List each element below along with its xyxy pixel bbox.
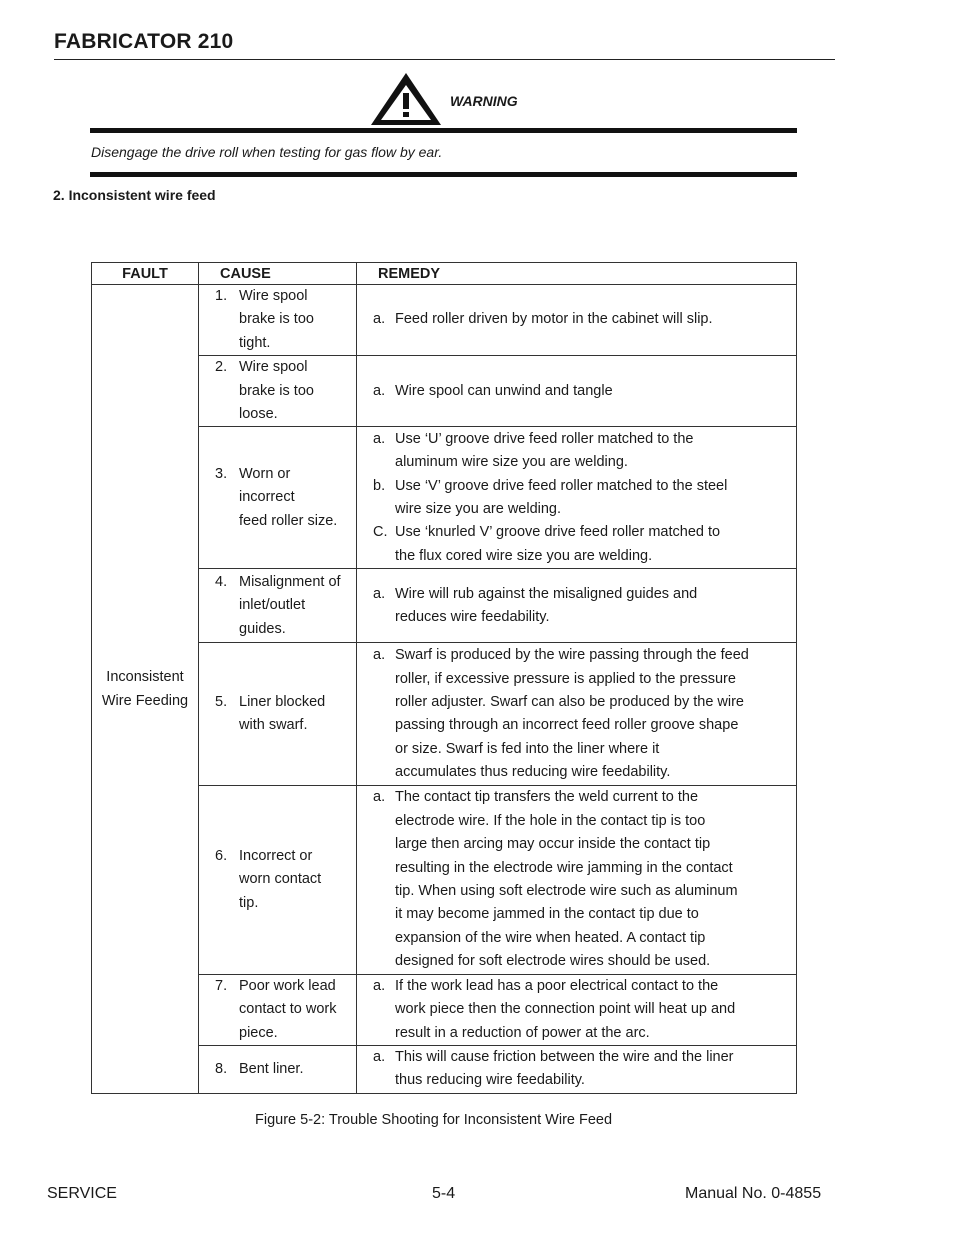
remedy-letter: a. [373,1048,386,1065]
remedy-text: Swarf is produced by the wire passing through the feed roller, if excessive pressure is applied to the pressure roller adjuster. Swarf can also be produced by the wire passing through an incorrect feed roller groove shape or size. Swarf is fed into the liner where it accumulates thus reducing wire feedability. [395,647,749,781]
remedy-cell [357,427,797,569]
cause-cell [199,356,357,427]
remedy-letter: a. [373,647,386,664]
warning-label: WARNING [450,93,518,109]
remedy-letter: a. [373,789,386,806]
remedy-cell [357,1045,797,1093]
troubleshooting-table [91,262,797,1094]
cause-text: Poor work lead contact to work piece. [239,977,337,1041]
remedy-text: Feed roller driven by motor in the cabinet will slip. [395,311,713,328]
footer-page-number: 5-4 [432,1185,456,1202]
table-row [92,285,797,356]
remedy-item [357,475,796,522]
fault-cell [92,285,199,1094]
remedy-letter: b. [373,477,386,494]
remedy-text: Use ‘knurled V’ groove drive feed roller matched to the flux cored wire size you are welding. [395,524,721,564]
remedy-item [357,380,796,403]
remedy-cell [357,974,797,1045]
footer-section: SERVICE [47,1185,117,1202]
remedy-item [357,308,796,331]
remedy-cell [357,356,797,427]
cause-number: 4. [215,573,228,590]
remedy-cell [357,786,797,974]
cause-number: 7. [215,977,228,994]
cause-text: Wire spool brake is too loose. [239,359,314,423]
remedy-text: Use ‘V’ groove drive feed roller matched to the steel wire size you are welding. [395,477,728,517]
cause-number: 3. [215,465,228,482]
cause-text: Liner blocked with swarf. [239,694,326,734]
remedy-letter: C. [373,524,388,541]
warning-text: Disengage the drive roll when testing for gas flow by ear. [91,144,443,160]
cause-cell [199,974,357,1045]
cause-number: 8. [215,1060,228,1077]
remedy-text: Use ‘U’ groove drive feed roller matched to the aluminum wire size you are welding. [395,430,694,471]
table-header-row [92,263,797,285]
cause-text: Wire spool brake is too tight. [239,288,314,351]
cause-cell [199,643,357,786]
cause-cell [199,569,357,643]
remedy-letter: a. [373,585,386,602]
cause-text: Bent liner. [239,1060,304,1077]
cause-text: Worn or incorrect feed roller size. [239,465,338,529]
warning-triangle-icon [369,71,443,127]
remedy-item [357,428,796,475]
cause-text: Misalignment of inlet/outlet guides. [239,573,341,637]
cause-cell [199,786,357,974]
footer-manual-number: Manual No. 0-4855 [685,1185,822,1202]
cause-number: 1. [215,288,228,304]
fault-text: Inconsistent Wire Feeding [101,668,189,709]
cause-cell [199,427,357,569]
cause-number: 6. [215,847,228,864]
remedy-letter: a. [373,977,386,994]
header-cause: CAUSE [199,263,357,285]
remedy-item [357,1046,796,1093]
header-fault: FAULT [92,263,199,285]
remedy-item [357,975,796,1045]
remedy-item [357,583,796,630]
remedy-letter: a. [373,430,386,447]
remedy-cell [357,569,797,643]
figure-caption: Figure 5-2: Trouble Shooting for Inconsistent Wire Feed [255,1112,613,1128]
header-remedy: REMEDY [357,263,797,285]
cause-number: 2. [215,359,228,376]
remedy-text: If the work lead has a poor electrical contact to the work piece then the connection point will heat up and result in a reduction of power at the arc. [395,977,736,1041]
remedy-text: Wire will rub against the misaligned guides and reduces wire feedability. [395,585,698,625]
remedy-item [357,521,796,568]
remedy-item [357,786,796,973]
cause-number: 5. [215,694,228,711]
cause-text: Incorrect or worn contact tip. [239,847,322,911]
remedy-text: The contact tip transfers the weld current to the electrode wire. If the hole in the contact tip is too large then arcing may occur inside the contact tip resulting in the electrode wire jamming in the contact tip. When using soft electrode wire such as aluminum it may become jammed in the contact tip due to expansion of the wire when heated. A contact tip designed for soft electrode wires should be used. [395,789,738,970]
remedy-cell [357,643,797,786]
remedy-letter: a. [373,382,386,399]
page-header-title: FABRICATOR 210 [54,30,234,53]
remedy-item [357,644,796,784]
cause-cell [199,1045,357,1093]
remedy-letter: a. [373,311,386,328]
remedy-text: This will cause friction between the wire and the liner thus reducing wire feedability. [395,1048,734,1089]
cause-cell [199,285,357,356]
remedy-cell [357,285,797,356]
warning-top-bar [90,128,797,133]
header-rule [54,59,835,60]
section-title: 2. Inconsistent wire feed [53,187,216,203]
warning-bottom-bar [90,172,797,177]
remedy-text: Wire spool can unwind and tangle [395,382,613,399]
